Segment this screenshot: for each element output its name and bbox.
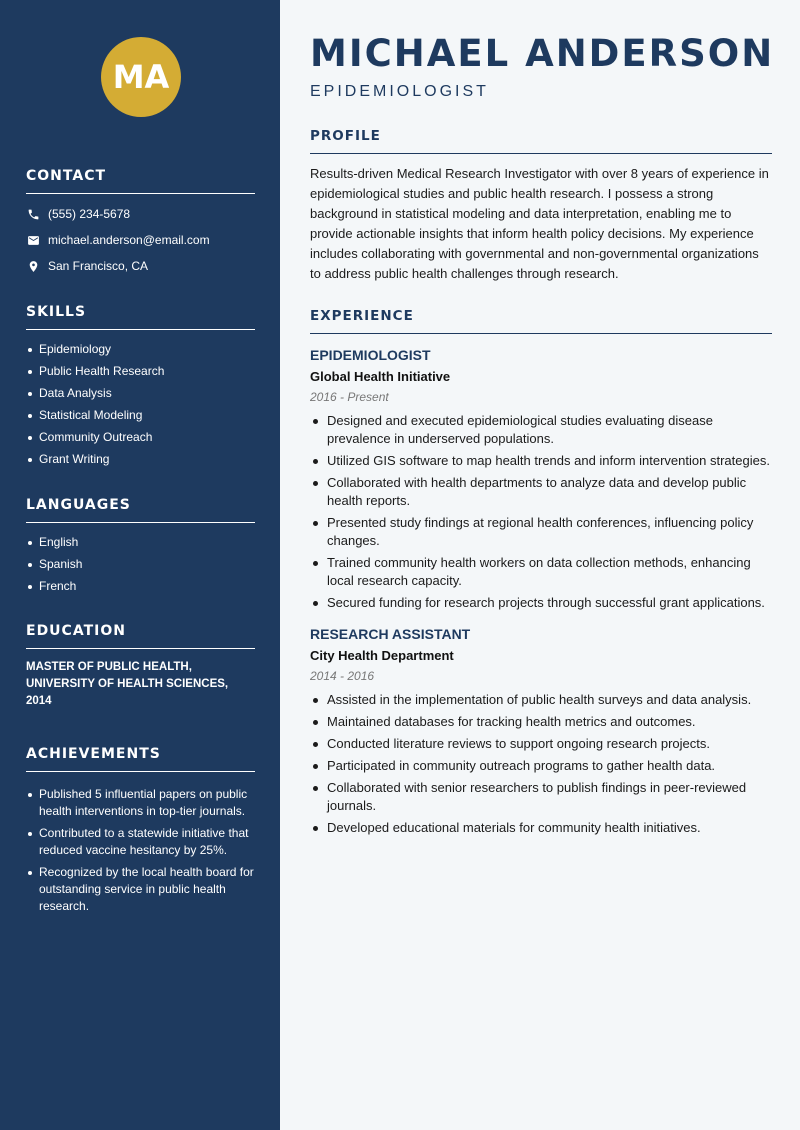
job-bullets <box>310 412 772 612</box>
job-company: Global Health Initiative <box>310 369 451 384</box>
job-dates: 2014 - 2016 <box>310 669 375 683</box>
list-item: Assisted in the implementation of public health surveys and data analysis. <box>310 691 772 709</box>
list-item: Public Health Research <box>26 363 255 380</box>
list-item: Developed educational materials for community health initiatives. <box>310 819 772 837</box>
profile-section <box>310 128 772 284</box>
list-item: Epidemiology <box>26 341 255 358</box>
languages-heading: LANGUAGES <box>26 497 255 523</box>
list-item: Statistical Modeling <box>26 407 255 424</box>
contact-email[interactable] <box>26 231 255 249</box>
list-item: Participated in community outreach programs to gather health data. <box>310 757 772 775</box>
list-item: Contributed to a statewide initiative that reduced vaccine hesitancy by 25%. <box>26 825 255 859</box>
email-text: michael.anderson@email.com <box>48 233 210 247</box>
sidebar <box>0 0 280 1130</box>
list-item: Community Outreach <box>26 429 255 446</box>
list-item: Presented study findings at regional health conferences, influencing policy changes. <box>310 514 772 550</box>
job-entry <box>310 626 772 837</box>
phone-text: (555) 234-5678 <box>48 207 131 221</box>
achievements-list <box>26 786 255 915</box>
list-item: Collaborated with senior researchers to publish findings in peer-reviewed journals. <box>310 779 772 815</box>
job-title-header: EPIDEMIOLOGIST <box>310 83 489 100</box>
list-item: Grant Writing <box>26 451 255 468</box>
job-bullets <box>310 691 772 837</box>
contact-section <box>26 168 255 275</box>
email-icon <box>26 233 40 247</box>
skills-heading: SKILLS <box>26 304 255 330</box>
candidate-name: MICHAEL ANDERSON <box>310 32 775 75</box>
list-item: French <box>26 578 255 595</box>
job-dates: 2016 - Present <box>310 390 389 404</box>
job-company: City Health Department <box>310 648 454 663</box>
list-item: Designed and executed epidemiological studies evaluating disease prevalence in underserved populations. <box>310 412 772 448</box>
achievements-section <box>26 746 255 920</box>
profile-text: Results-driven Medical Research Investigator with over 8 years of experience in epidemiological studies and public health research. I possess a strong background in statistical modeling and data interpretation, enabling me to provide actionable insights that inform health policy decisions. My experience includes collaborating with governmental and non-governmental organizations to address public health challenges through research. <box>310 166 769 281</box>
contact-list <box>26 205 255 275</box>
contact-heading: CONTACT <box>26 168 255 194</box>
education-degree: MASTER OF PUBLIC HEALTH, UNIVERSITY OF HEALTH SCIENCES, 2014 <box>26 661 229 707</box>
list-item: Maintained databases for tracking health metrics and outcomes. <box>310 713 772 731</box>
skills-list <box>26 341 255 468</box>
list-item: Recognized by the local health board for outstanding service in public health research. <box>26 864 255 915</box>
avatar-initials: MA <box>112 58 170 96</box>
profile-heading: PROFILE <box>310 128 772 154</box>
education-heading: EDUCATION <box>26 623 255 649</box>
location-text: San Francisco, CA <box>48 259 149 273</box>
contact-location <box>26 257 255 275</box>
list-item: Utilized GIS software to map health trends and inform intervention strategies. <box>310 452 772 470</box>
list-item: Published 5 influential papers on public health interventions in top-tier journals. <box>26 786 255 820</box>
contact-phone[interactable] <box>26 205 255 223</box>
list-item: Conducted literature reviews to support ongoing research projects. <box>310 735 772 753</box>
list-item: Secured funding for research projects through successful grant applications. <box>310 594 772 612</box>
languages-section <box>26 497 255 600</box>
list-item: Spanish <box>26 556 255 573</box>
languages-list <box>26 534 255 595</box>
skills-section <box>26 304 255 473</box>
experience-section <box>310 308 772 841</box>
phone-icon <box>26 207 40 221</box>
education-section <box>26 623 255 710</box>
experience-heading: EXPERIENCE <box>310 308 772 334</box>
list-item: English <box>26 534 255 551</box>
avatar <box>101 37 181 117</box>
job-title: RESEARCH ASSISTANT <box>310 626 471 642</box>
job-title: EPIDEMIOLOGIST <box>310 347 431 363</box>
achievements-heading: ACHIEVEMENTS <box>26 746 255 772</box>
list-item: Data Analysis <box>26 385 255 402</box>
location-pin-icon <box>26 259 40 273</box>
list-item: Trained community health workers on data collection methods, enhancing local research capacity. <box>310 554 772 590</box>
list-item: Collaborated with health departments to analyze data and develop public health reports. <box>310 474 772 510</box>
job-entry <box>310 347 772 612</box>
